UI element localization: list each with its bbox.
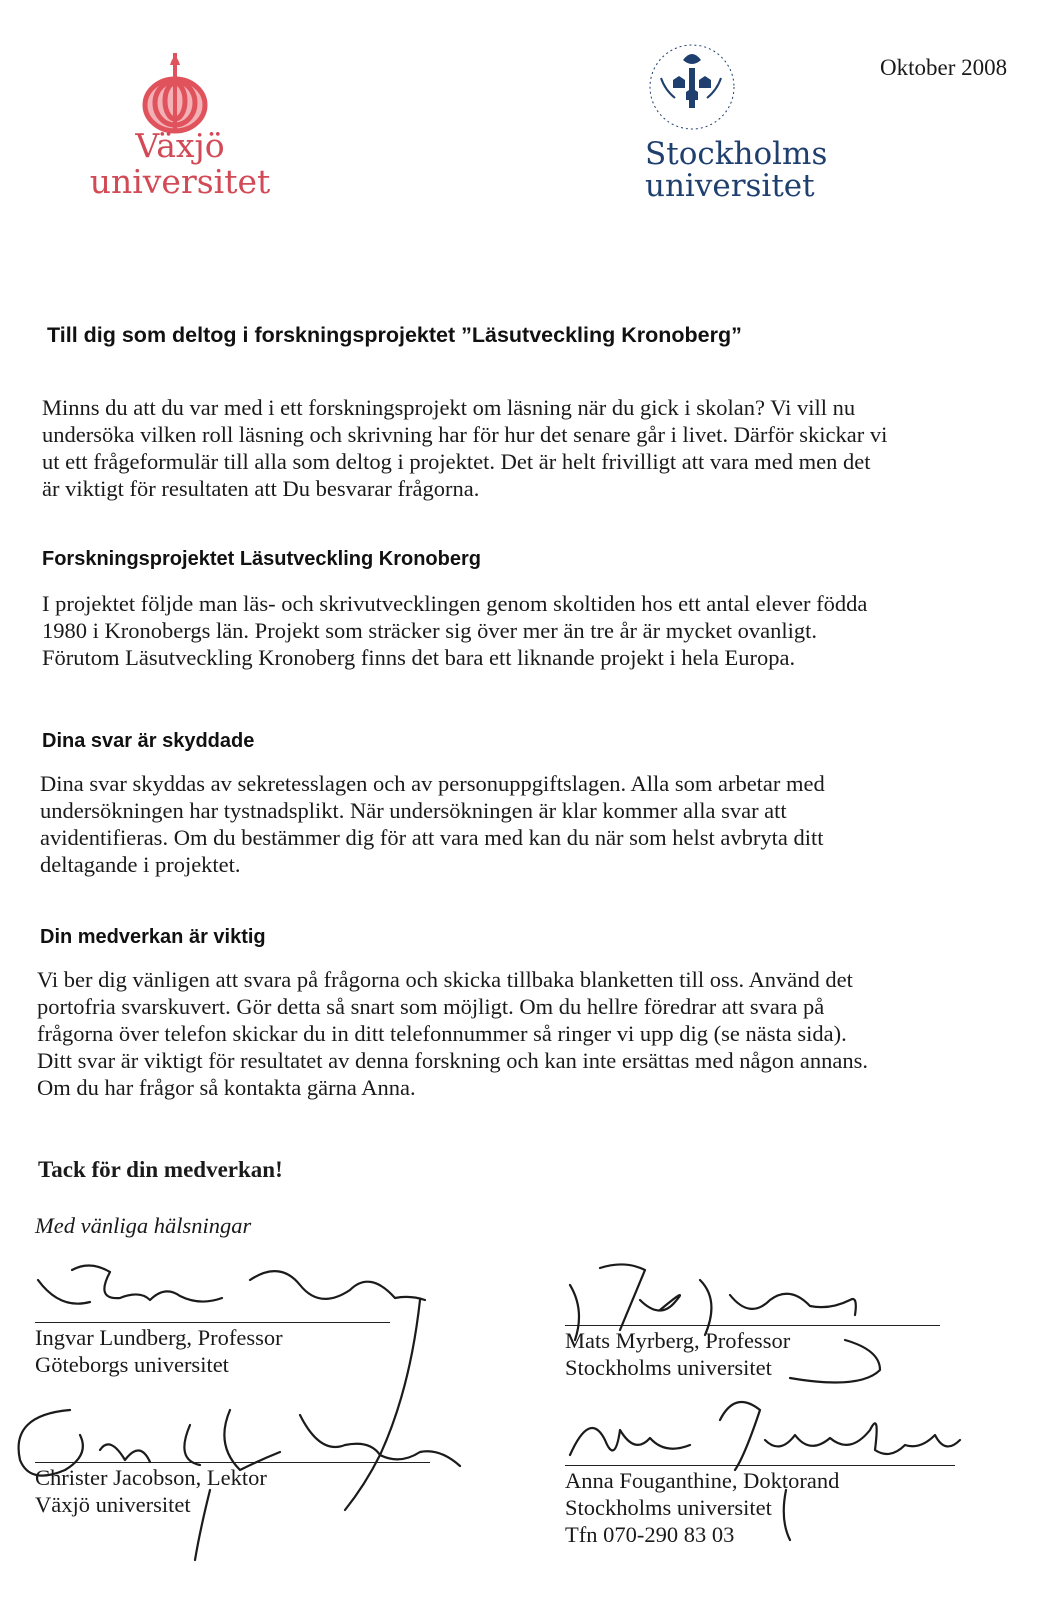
vaxjo-logo-line1: Växjö bbox=[135, 126, 225, 165]
paragraph-line: Vi ber dig vänligen att svara på frågorna och skicka tillbaka blanketten till oss. Använd det bbox=[37, 967, 853, 992]
signatory-name: Mats Myrberg, Professor bbox=[565, 1328, 791, 1353]
intro-line: är viktigt för resultaten att Du besvarar frågorna. bbox=[42, 476, 480, 501]
paragraph-line: Förutom Läsutveckling Kronoberg finns det bara ett liknande projekt i hela Europa. bbox=[42, 645, 796, 670]
signature-line-jacobson bbox=[35, 1462, 430, 1463]
signature-lundberg bbox=[38, 1265, 425, 1303]
signatory-jacobson bbox=[35, 1464, 267, 1518]
paragraph-line: avidentifieras. Om du bestämmer dig för att vara med kan du när som helst avbryta ditt bbox=[40, 825, 824, 850]
section-paragraph-project bbox=[42, 590, 867, 671]
section-heading-participation: Din medverkan är viktig bbox=[40, 926, 266, 948]
closing-regards: Med vänliga hälsningar bbox=[35, 1213, 252, 1238]
paragraph-line: Om du har frågor så kontakta gärna Anna. bbox=[37, 1075, 416, 1100]
paragraph-line: Dina svar skyddas av sekretesslagen och av personuppgiftslagen. Alla som arbetar med bbox=[40, 771, 825, 796]
signatory-name: Anna Fouganthine, Doktorand bbox=[565, 1468, 840, 1493]
intro-line: ut ett frågeformulär till alla som deltog i projektet. Det är helt frivilligt att vara med men det bbox=[42, 449, 871, 474]
paragraph-line: portofria svarskuvert. Gör detta så snart som möjligt. Om du hellre föredrar att svara på bbox=[37, 994, 825, 1019]
paragraph-line: deltagande i projektet. bbox=[40, 852, 241, 877]
letter-title: Till dig som deltog i forskningsprojektet ”Läsutveckling Kronoberg” bbox=[47, 323, 742, 347]
signature-line-fouganthine bbox=[565, 1465, 955, 1466]
signature-line-lundberg bbox=[35, 1322, 390, 1323]
paragraph-line: I projektet följde man läs- och skrivutvecklingen genom skoltiden hos ett antal elever födda bbox=[42, 591, 868, 616]
stockholm-seal-icon bbox=[645, 40, 740, 135]
signatory-lundberg bbox=[35, 1324, 283, 1378]
section-paragraph-protected bbox=[40, 770, 825, 878]
signatory-org: Göteborgs universitet bbox=[35, 1352, 229, 1377]
signatory-org: Stockholms universitet bbox=[565, 1355, 772, 1380]
paragraph-line: frågorna över telefon skickar du in ditt telefonnummer så ringer vi upp dig (se nästa sida). bbox=[37, 1021, 847, 1046]
intro-paragraph bbox=[42, 394, 887, 502]
intro-line: undersöka vilken roll läsning och skrivning har för hur det senare går i livet. Därför skickar vi bbox=[42, 422, 888, 447]
signatory-org: Växjö universitet bbox=[35, 1492, 191, 1517]
signatory-name: Ingvar Lundberg, Professor bbox=[35, 1325, 283, 1350]
closing-thanks: Tack för din medverkan! bbox=[38, 1157, 283, 1182]
signature-line-myrberg bbox=[565, 1325, 940, 1326]
signatory-fouganthine bbox=[565, 1467, 839, 1548]
paragraph-line: 1980 i Kronobergs län. Projekt som sträcker sig över mer än tre år är mycket ovanligt. bbox=[42, 618, 817, 643]
stockholm-logo-line1: Stockholms bbox=[645, 136, 828, 172]
vaxjo-logo-line2: universitet bbox=[89, 162, 271, 201]
signatory-name: Christer Jacobson, Lektor bbox=[35, 1465, 267, 1490]
signature-fouganthine bbox=[570, 1402, 960, 1470]
section-heading-protected: Dina svar är skyddade bbox=[42, 730, 255, 752]
vaxjo-logo-wordmark bbox=[80, 128, 280, 200]
signatory-org: Stockholms universitet bbox=[565, 1495, 772, 1520]
section-paragraph-participation bbox=[37, 966, 868, 1101]
stockholm-logo-line2: universitet bbox=[645, 168, 815, 204]
handwritten-signatures bbox=[0, 1240, 1039, 1600]
stockholm-logo-wordmark bbox=[645, 138, 827, 202]
letter-date: Oktober 2008 bbox=[880, 55, 1008, 80]
intro-line: Minns du att du var med i ett forskningsprojekt om läsning när du gick i skolan? Vi vill nu bbox=[42, 395, 856, 420]
paragraph-line: undersökningen har tystnadsplikt. När undersökningen är klar kommer alla svar att bbox=[40, 798, 787, 823]
signatory-phone: Tfn 070-290 83 03 bbox=[565, 1522, 735, 1547]
paragraph-line: Ditt svar är viktigt för resultatet av denna forskning och kan inte ersättas med någon annans. bbox=[37, 1048, 869, 1073]
section-heading-project: Forskningsprojektet Läsutveckling Kronoberg bbox=[42, 548, 481, 570]
signatory-myrberg bbox=[565, 1327, 790, 1381]
